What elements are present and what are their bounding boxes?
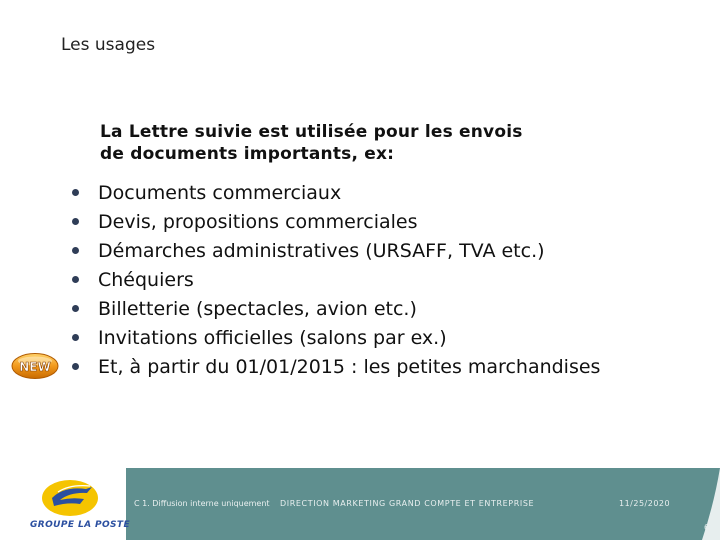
bullet-dot-icon xyxy=(72,334,79,341)
list-item-label: Invitations officielles (salons par ex.) xyxy=(98,326,447,349)
footer-classification: C 1. Diffusion interne uniquement xyxy=(134,499,270,508)
list-item xyxy=(72,236,600,265)
list-item xyxy=(72,207,600,236)
list-item xyxy=(72,323,600,352)
list-item-label: Billetterie (spectacles, avion etc.) xyxy=(98,297,417,320)
list-item-label: Chéquiers xyxy=(98,268,194,291)
new-badge-label: NEW xyxy=(19,360,51,374)
slide-title: Les usages xyxy=(61,35,156,55)
new-badge-icon xyxy=(11,352,59,380)
bullet-dot-icon xyxy=(72,305,79,312)
bullet-dot-icon xyxy=(72,247,79,254)
la-poste-logo-icon xyxy=(40,478,104,518)
list-item-label: Devis, propositions commerciales xyxy=(98,210,418,233)
list-item-label: Et, à partir du 01/01/2015 : les petites marchandises xyxy=(98,355,601,378)
page-number: 6 xyxy=(704,523,710,532)
bullet-dot-icon xyxy=(72,189,79,196)
list-item xyxy=(72,294,600,323)
usage-list xyxy=(72,178,600,381)
list-item-label: Démarches administratives (URSAFF, TVA etc.) xyxy=(98,239,545,262)
list-item-label: Documents commerciaux xyxy=(98,181,342,204)
bullet-dot-icon xyxy=(72,218,79,225)
list-item xyxy=(72,352,600,381)
intro-text xyxy=(100,121,523,165)
footer-department: DIRECTION MARKETING GRAND COMPTE ET ENTREPRISE xyxy=(280,499,535,508)
footer-date: 11/25/2020 xyxy=(619,499,671,508)
intro-line-1: La Lettre suivie est utilisée pour les envois xyxy=(100,122,523,142)
bullet-dot-icon xyxy=(72,363,79,370)
logo-text: GROUPE LA POSTE xyxy=(30,520,131,530)
bullet-dot-icon xyxy=(72,276,79,283)
intro-line-2: de documents importants, ex: xyxy=(100,144,395,164)
footer-curve-decoration xyxy=(680,468,720,540)
list-item xyxy=(72,178,600,207)
list-item xyxy=(72,265,600,294)
